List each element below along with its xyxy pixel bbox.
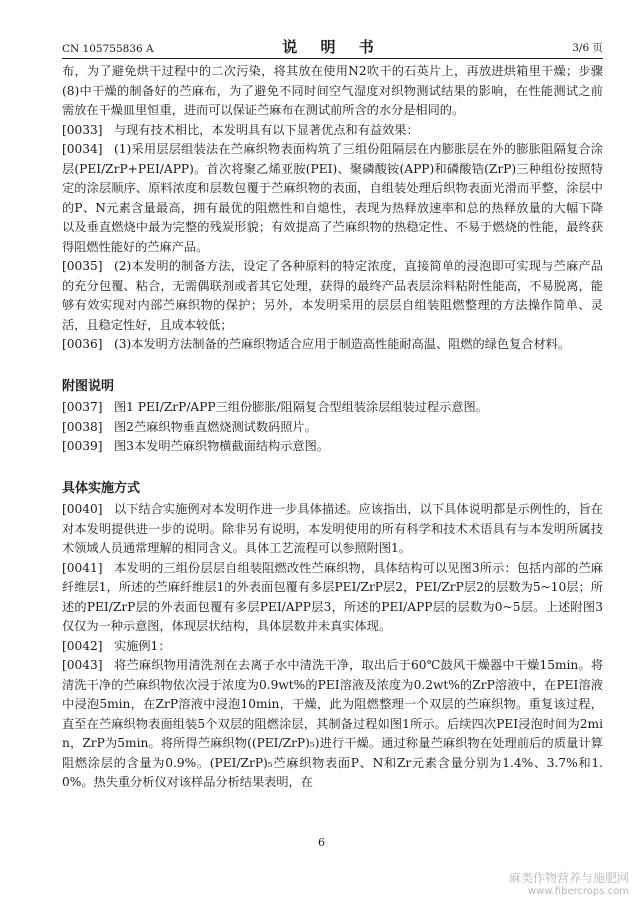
section-heading-embodiments: 具体实施方式 — [62, 480, 141, 496]
paragraph-text: (2)本发明的制备方法，设定了各种原料的特定浓度，直接简单的浸泡即可实现与苎麻产品的充分包覆、粘合，无需偶联剂或者其它处理，获得的最终产品表层涂料粘附性能高，不易脱离，能够有效实现对内部苎麻织物的保护；另外，本发明采用的层层自组装阻燃整理的方法操作简单、灵活，且稳定性好，且成本较低； — [62, 259, 603, 332]
paragraph-tag: [0043] — [62, 658, 103, 672]
paragraph-tag: [0039] — [62, 439, 103, 453]
paragraph-text: 实施例1： — [114, 638, 171, 653]
page-reference: 3/6 页 — [572, 42, 603, 54]
paragraph-0033 — [62, 121, 603, 141]
paragraph-text: 以下结合实施例对本发明作进一步具体描述。应该指出，以下具体说明都是示例性的，旨在对本发明提供进一步的说明。除非另有说明，本发明使用的所有科学和技术术语具有与本发明所属技术领域人员通常理解的相同含义。具体工艺流程可以参照附图1。 — [62, 502, 603, 555]
paragraph-tag: [0041] — [62, 560, 103, 575]
section-heading-figures: 附图说明 — [62, 378, 115, 394]
paragraph-text: (1)采用层层组装法在苎麻织物表面构筑了三组份阻隔层在内膨胀层在外的膨胀阻隔复合涂层(PEI/ZrP+PEI/APP)。首次将聚乙烯亚胺(PEI)、聚磷酸铵(APP)和磷酸锆(ZrP)三种组份按照特定的涂层顺序、原料浓度和层数包覆于苎麻织物的表面，自组装处理后织物表面光滑而平整，涂层中的P、N元素含量最高，拥有最优的阻燃性和自熄性，表现为热释放速率和总的热释放量的大幅下降以及垂直燃烧中最为完整的残炭形貌；有效提高了苎麻织物的热稳定性、不易于燃烧的性能，最终获得阻燃性能好的苎麻产品。 — [62, 142, 603, 254]
watermark-site-name: 麻类作物营养与施肥网 — [508, 871, 629, 885]
figure-caption: 图2苎麻织物垂直燃烧测试数码照片。 — [114, 419, 317, 434]
page-header — [62, 36, 603, 59]
paragraph-0035 — [62, 257, 603, 335]
paragraph-tag: [0034] — [62, 142, 103, 156]
paragraph-tag: [0038] — [62, 419, 103, 434]
paragraph-0041 — [62, 559, 603, 637]
site-watermark — [509, 872, 629, 898]
paragraph-text: (3)本发明方法制备的苎麻织物适合应用于制造高性能耐高温、阻燃的绿色复合材料。 — [114, 337, 571, 351]
figure-caption: 图3本发明苎麻织物横截面结构示意图。 — [114, 439, 329, 453]
paragraph-tag: [0033] — [62, 122, 103, 137]
embodiments-section — [62, 500, 603, 793]
figure-item-0037 — [62, 398, 603, 418]
patent-number: CN 105755836 A — [62, 43, 154, 55]
paragraph-tag: [0035] — [62, 259, 103, 273]
paragraph-0042 — [62, 637, 603, 657]
paragraph-0040 — [62, 500, 603, 559]
paragraph-tag: [0036] — [62, 337, 103, 351]
paragraph-0034 — [62, 140, 603, 257]
figure-list — [62, 398, 603, 457]
paragraph-tag: [0040] — [62, 502, 103, 516]
page-number: 6 — [318, 836, 325, 849]
paragraph-tag: [0042] — [62, 638, 103, 653]
paragraph-0043 — [62, 656, 603, 793]
figure-item-0038 — [62, 418, 603, 438]
continuation-paragraph: 布，为了避免烘干过程中的二次污染，将其放在使用N2吹干的石英片上，再放进烘箱里干燥；步骤(8)中干燥的制备好的苎麻布，为了避免不同时间空气湿度对织物测试结果的影响，在性能测试之前需放在干燥皿里恒重，进而可以保证苎麻布在测试前所含的水分是相同的。 — [62, 64, 603, 117]
paragraph-text: 与现有技术相比，本发明具有以下显著优点和有益效果： — [114, 122, 419, 137]
paragraph-tag: [0037] — [62, 400, 103, 414]
figure-caption: 图1 PEI/ZrP/APP三组份膨胀/阻隔复合型组装涂层组装过程示意图。 — [114, 400, 488, 414]
figure-item-0039 — [62, 437, 603, 457]
document-title: 说 明 书 — [282, 38, 383, 56]
paragraph-text: 将苎麻织物用清洗剂在去离子水中清洗干净，取出后于60℃鼓风干燥器中干燥15min。将清洗干净的苎麻织物依次浸于浓度为0.9wt%的PEI溶液及浓度为0.2wt%的ZrP溶液中，在PEI溶液中浸泡5min，在ZrP溶液中浸泡10min，干燥，此为阻燃整理一个双层的苎麻织物。重复该过程，直至在苎麻织物表面组装5个双层的阻燃涂层，其制备过程如图1所示。后续四次PEI浸泡时间为2min，ZrP为5min。将所得苎麻织物((PEI/ZrP)₅)进行干燥。通过称量苎麻织物在处理前后的质量计算阻燃涂层的含量为0.9%。(PEI/ZrP)₅苎麻织物表面P、N和Zr元素含量分别为1.4%、3.7%和1.0%。热失重分析仪对该样品分析结果表明，在 — [62, 658, 603, 789]
advantages-section — [62, 121, 603, 355]
paragraph-0036 — [62, 335, 603, 355]
watermark-url: www.fibercrops.com — [527, 886, 629, 897]
document-body — [62, 62, 603, 793]
paragraph-text: 本发明的三组份层层自组装阻燃改性苎麻织物，具体结构可以见图3所示：包括内部的苎麻纤维层1，所述的苎麻纤维层1的外表面包覆有多层PEI/ZrP层2，PEI/ZrP层2的层数为5~10层；所述的PEI/ZrP层的外表面包覆有多层PEI/APP层3，所述的PEI/APP层的层数为0~5层。上述附图3仅仅为一种示意图，体现层状结构，具体层数并未真实体现。 — [62, 560, 603, 633]
